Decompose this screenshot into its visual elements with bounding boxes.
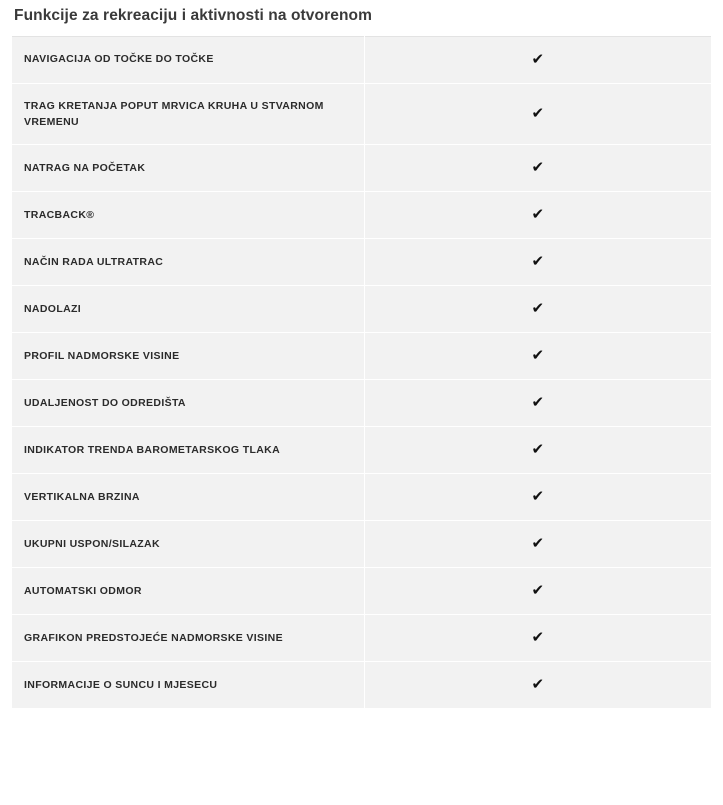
page-title: Funkcije za rekreaciju i aktivnosti na otvorenom: [14, 7, 372, 24]
feature-value-cell: [364, 380, 711, 427]
feature-value-cell: [364, 521, 711, 568]
feature-value-cell: [364, 83, 711, 145]
checkmark-icon: ✔: [531, 346, 545, 365]
checkmark-icon: ✔: [531, 103, 545, 122]
feature-table: [12, 36, 711, 710]
checkmark-icon: ✔: [531, 205, 545, 224]
table-row: [12, 83, 711, 145]
feature-name-cell: UDALJENOST DO ODREDIŠTA: [12, 380, 364, 427]
table-row: [12, 286, 711, 333]
feature-value-cell: [364, 474, 711, 521]
feature-name-cell: TRACBACK®: [12, 192, 364, 239]
table-row: [12, 380, 711, 427]
checkmark-icon: ✔: [531, 628, 545, 647]
feature-name-cell: TRAG KRETANJA POPUT MRVICA KRUHA U STVARNOM VREMENU: [12, 83, 364, 145]
feature-value-cell: [364, 427, 711, 474]
feature-name-cell: NATRAG NA POČETAK: [12, 145, 364, 192]
feature-value-cell: [364, 286, 711, 333]
table-row: [12, 192, 711, 239]
feature-name-cell: NAČIN RADA ULTRATRAC: [12, 239, 364, 286]
table-row: [12, 239, 711, 286]
feature-value-cell: [364, 192, 711, 239]
checkmark-icon: ✔: [531, 393, 545, 412]
feature-name-cell: AUTOMATSKI ODMOR: [12, 568, 364, 615]
checkmark-icon: ✔: [531, 675, 545, 694]
feature-name-cell: INFORMACIJE O SUNCU I MJESECU: [12, 662, 364, 709]
checkmark-icon: ✔: [531, 487, 545, 506]
feature-name-cell: NADOLAZI: [12, 286, 364, 333]
feature-name-cell: GRAFIKON PREDSTOJEĆE NADMORSKE VISINE: [12, 615, 364, 662]
feature-value-cell: [364, 615, 711, 662]
feature-table-body: [12, 36, 711, 709]
feature-name-cell: INDIKATOR TRENDA BAROMETARSKOG TLAKA: [12, 427, 364, 474]
table-row: [12, 568, 711, 615]
feature-value-cell: [364, 568, 711, 615]
table-row: [12, 427, 711, 474]
checkmark-icon: ✔: [531, 49, 545, 68]
feature-value-cell: [364, 36, 711, 83]
feature-value-cell: [364, 239, 711, 286]
checkmark-icon: ✔: [531, 534, 545, 553]
table-row: [12, 521, 711, 568]
table-row: [12, 36, 711, 83]
checkmark-icon: ✔: [531, 581, 545, 600]
table-row: [12, 615, 711, 662]
feature-name-cell: NAVIGACIJA OD TOČKE DO TOČKE: [12, 36, 364, 83]
table-row: [12, 145, 711, 192]
feature-value-cell: [364, 145, 711, 192]
checkmark-icon: ✔: [531, 158, 545, 177]
table-row: [12, 474, 711, 521]
feature-name-cell: VERTIKALNA BRZINA: [12, 474, 364, 521]
feature-value-cell: [364, 333, 711, 380]
table-row: [12, 662, 711, 709]
feature-name-cell: PROFIL NADMORSKE VISINE: [12, 333, 364, 380]
feature-value-cell: [364, 662, 711, 709]
feature-name-cell: UKUPNI USPON/SILAZAK: [12, 521, 364, 568]
checkmark-icon: ✔: [531, 252, 545, 271]
checkmark-icon: ✔: [531, 440, 545, 459]
table-row: [12, 333, 711, 380]
checkmark-icon: ✔: [531, 299, 545, 318]
